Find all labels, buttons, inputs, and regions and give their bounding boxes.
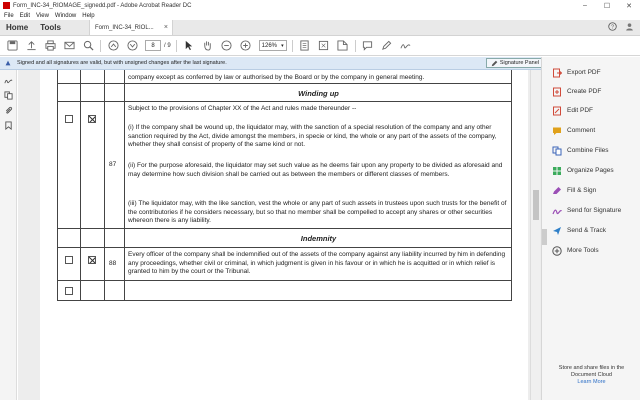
table-row bbox=[57, 70, 512, 84]
signature-info-bar bbox=[0, 57, 548, 70]
highlight-pen-icon[interactable] bbox=[380, 39, 394, 53]
tool-label: Comment bbox=[567, 127, 596, 134]
upload-icon[interactable] bbox=[24, 39, 38, 53]
next-page-icon[interactable] bbox=[125, 39, 139, 53]
scroll-mode-icon[interactable] bbox=[317, 39, 331, 53]
article-88-text: Every officer of the company shall be indemnified out of the assets of the company against any liability incurred by him in defending any proceedings, whether civil or criminal, in which judgment is given in his favour or in which he is acquitted or in which relief is granted to him by the court or the Tribunal. bbox=[128, 251, 506, 276]
tool-organize-pages[interactable] bbox=[542, 163, 640, 178]
maximize-button[interactable]: ☐ bbox=[603, 2, 611, 10]
document-viewport[interactable] bbox=[18, 70, 542, 400]
header-right-icons bbox=[608, 20, 640, 35]
acrobat-app-icon bbox=[3, 2, 10, 9]
main-toolbar bbox=[0, 36, 640, 56]
zoom-level-select[interactable] bbox=[259, 40, 287, 51]
combine-files-icon bbox=[551, 145, 562, 156]
vertical-scrollbar[interactable] bbox=[530, 70, 540, 400]
print-icon[interactable] bbox=[43, 39, 57, 53]
zoom-in-icon[interactable] bbox=[239, 39, 253, 53]
signature-panel-button[interactable] bbox=[486, 58, 544, 68]
document-cloud-promo bbox=[542, 365, 640, 386]
create-pdf-icon bbox=[551, 86, 562, 97]
tool-edit-pdf[interactable] bbox=[542, 103, 640, 118]
section-heading-row bbox=[57, 84, 512, 102]
promo-line-2: Document Cloud bbox=[571, 372, 612, 378]
tool-comment[interactable] bbox=[542, 123, 640, 138]
window-controls bbox=[574, 0, 640, 11]
tool-label: Fill & Sign bbox=[567, 187, 597, 194]
tab-home[interactable]: Home bbox=[6, 23, 29, 32]
tool-label: Send for Signature bbox=[567, 207, 622, 214]
pages-thumbnails-icon[interactable] bbox=[3, 90, 13, 100]
tool-label: Create PDF bbox=[567, 88, 602, 95]
pen-icon bbox=[491, 60, 498, 67]
left-navigation-rail bbox=[0, 70, 17, 400]
menu-file[interactable]: File bbox=[4, 12, 14, 19]
title-bar bbox=[0, 0, 640, 11]
article-87-para-ii: (ii) For the purpose aforesaid, the liquidator may set such value as he deems fair upon any property to be divided as aforesaid and may determine how such division shall be carried out as between the members or different classes of members. bbox=[128, 162, 503, 178]
article-87-intro: Subject to the provisions of Chapter XX of the Act and rules made thereunder -- bbox=[128, 105, 357, 112]
empty-row-checkbox[interactable] bbox=[65, 287, 73, 295]
email-icon[interactable] bbox=[62, 39, 76, 53]
menu-edit[interactable]: Edit bbox=[19, 12, 31, 19]
article-87-para-iii: (iii) The liquidator may, with the like sanction, vest the whole or any part of such assets in trustees upon such trusts for the benefit of the contributories if he considers necessary, but so that no member shall be compelled to accept any shares or other securities whereon there is any liability. bbox=[128, 200, 507, 225]
continued-text: company except as conferred by law or authorised by the Board or by the company in general meeting. bbox=[128, 74, 425, 81]
comment-icon bbox=[551, 125, 562, 136]
tool-more-tools[interactable] bbox=[542, 243, 640, 258]
close-window-button[interactable]: ✕ bbox=[626, 2, 632, 10]
toolbar-divider bbox=[100, 40, 101, 52]
previous-page-icon[interactable] bbox=[106, 39, 120, 53]
article-88-cross-box[interactable] bbox=[88, 256, 96, 264]
learn-more-link[interactable]: Learn More bbox=[577, 379, 606, 385]
page-number-input[interactable]: 8 bbox=[145, 40, 161, 51]
tool-fill-sign[interactable] bbox=[542, 183, 640, 198]
close-tab-icon[interactable]: × bbox=[163, 24, 168, 31]
article-87-row bbox=[57, 102, 512, 229]
fill-sign-icon bbox=[551, 185, 562, 196]
send-track-icon bbox=[551, 225, 562, 236]
tool-combine-files[interactable] bbox=[542, 143, 640, 158]
right-tools-panel bbox=[541, 57, 640, 400]
organize-pages-icon bbox=[551, 165, 562, 176]
tool-label: Export PDF bbox=[567, 69, 601, 76]
bookmarks-icon[interactable] bbox=[3, 120, 13, 130]
tab-tools[interactable]: Tools bbox=[40, 23, 61, 32]
chevron-down-icon: ▾ bbox=[281, 42, 284, 49]
pdf-page bbox=[40, 70, 528, 400]
edit-pdf-icon bbox=[551, 105, 562, 116]
article-87-checkbox[interactable] bbox=[65, 115, 73, 123]
article-87-number: 87 bbox=[109, 161, 117, 168]
article-87-para-i: (i) If the company shall be wound up, the liquidator may, with the sanction of a special resolution of the company and any other sanction required by the Act, divide amongst the members, in specie or kind, the whole or any part of the assets of the company, whether they shall consist of property of the same kind or not. bbox=[128, 124, 497, 149]
help-icon[interactable] bbox=[608, 22, 617, 33]
comment-tool-icon[interactable] bbox=[361, 39, 375, 53]
sign-icon[interactable] bbox=[399, 39, 413, 53]
page-total: / 9 bbox=[164, 42, 171, 49]
export-pdf-icon bbox=[551, 67, 562, 78]
tool-label: Combine Files bbox=[567, 147, 609, 154]
heading-winding-up: Winding up bbox=[298, 89, 339, 98]
menu-window[interactable]: Window bbox=[54, 12, 77, 19]
fit-page-icon[interactable] bbox=[298, 39, 312, 53]
article-88-row bbox=[57, 248, 512, 281]
promo-line-1: Store and share files in the bbox=[558, 365, 625, 371]
signature-status-message: Signed and all signatures are valid, but with unsigned changes after the last signature. bbox=[17, 60, 227, 66]
table-row bbox=[57, 281, 512, 301]
tool-label: Send & Track bbox=[567, 227, 607, 234]
tool-label: Organize Pages bbox=[567, 167, 614, 174]
document-tab-label: Form_INC-34_RIOL... bbox=[94, 24, 154, 31]
tool-send-for-signature[interactable] bbox=[542, 203, 640, 218]
article-88-checkbox[interactable] bbox=[65, 256, 73, 264]
signatures-panel-icon[interactable] bbox=[3, 75, 13, 85]
tool-create-pdf[interactable] bbox=[542, 84, 640, 99]
tabs-bar bbox=[0, 20, 640, 36]
sign-in-icon[interactable] bbox=[625, 22, 634, 33]
select-cursor-icon[interactable] bbox=[182, 39, 196, 53]
hand-tool-icon[interactable] bbox=[201, 39, 215, 53]
article-88-number: 88 bbox=[109, 260, 117, 267]
heading-indemnity: Indemnity bbox=[300, 234, 337, 243]
attachments-icon[interactable] bbox=[3, 105, 13, 115]
rotate-icon[interactable] bbox=[336, 39, 350, 53]
tool-export-pdf[interactable] bbox=[542, 65, 640, 80]
menu-help[interactable]: Help bbox=[82, 12, 95, 19]
send-signature-icon bbox=[551, 205, 562, 216]
signature-panel-label: Signature Panel bbox=[499, 60, 539, 66]
toolbar-divider bbox=[176, 40, 177, 52]
svg-text:?: ? bbox=[611, 24, 614, 31]
tab-document[interactable] bbox=[89, 20, 173, 35]
window-title: Form_INC-34_RIOMAGE_signedd.pdf - Adobe Acrobat Reader DC bbox=[13, 2, 192, 9]
tool-send-track[interactable] bbox=[542, 223, 640, 238]
scrollbar-thumb[interactable] bbox=[533, 190, 539, 220]
menu-view[interactable]: View bbox=[36, 12, 49, 19]
zoom-out-icon[interactable] bbox=[220, 39, 234, 53]
tool-label: More Tools bbox=[567, 247, 599, 254]
section-heading-row bbox=[57, 229, 512, 248]
tool-label: Edit PDF bbox=[567, 107, 594, 114]
article-87-cross-box[interactable] bbox=[88, 115, 96, 123]
minimize-button[interactable]: – bbox=[583, 2, 587, 9]
zoom-level-value: 126% bbox=[261, 42, 278, 49]
save-icon[interactable] bbox=[5, 39, 19, 53]
toolbar-divider bbox=[292, 40, 293, 52]
more-tools-icon bbox=[551, 245, 562, 256]
search-icon[interactable] bbox=[81, 39, 95, 53]
signature-valid-icon bbox=[4, 59, 12, 67]
menu-bar bbox=[0, 11, 640, 20]
toolbar-divider bbox=[355, 40, 356, 52]
